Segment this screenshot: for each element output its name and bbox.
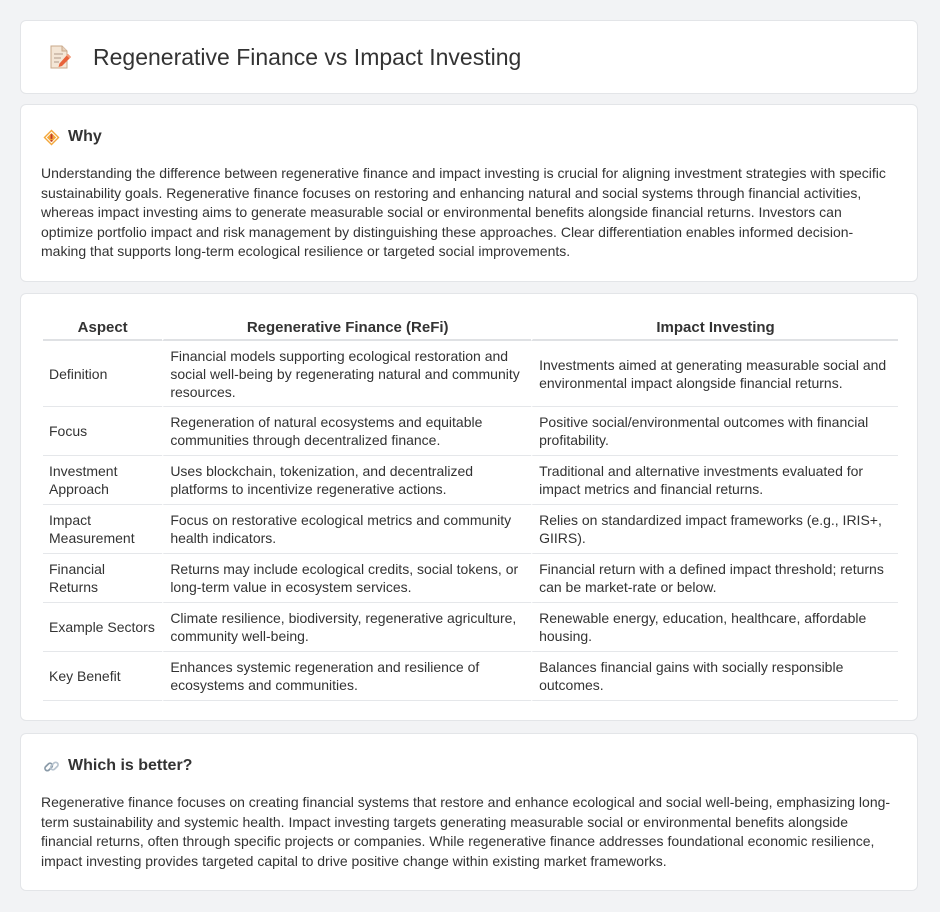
comparison-table	[43, 314, 898, 701]
row-aspect: Example Sectors	[43, 603, 162, 652]
column-header-refi: Regenerative Finance (ReFi)	[162, 314, 531, 341]
better-text: Regenerative finance focuses on creating financial systems that restore and enhance ecological and social well-being, emphasizing long-term sustainability and systemic health. Impact investing targets generating measurable social or environmental benefits alongside financial returns, often through specific projects or companies. While regenerative finance addresses foundational economic resilience, impact investing provides targeted capital to drive positive change within existing market frameworks.	[41, 794, 891, 869]
row-aspect: Key Benefit	[43, 652, 162, 701]
why-section	[20, 104, 918, 282]
page-title: Regenerative Finance vs Impact Investing	[93, 43, 522, 70]
document-pencil-icon	[47, 44, 73, 70]
row-refi: Enhances systemic regeneration and resilience of ecosystems and communities.	[162, 652, 531, 701]
row-refi: Uses blockchain, tokenization, and decentralized platforms to incentivize regenerative actions.	[162, 456, 531, 505]
row-impact: Renewable energy, education, healthcare, affordable housing.	[531, 603, 898, 652]
table-row	[43, 652, 898, 701]
why-text: Understanding the difference between regenerative finance and impact investing is crucial for aligning investment strategies with specific sustainability goals. Regenerative finance focuses on restoring and enhancing natural and social systems through financial activities, whereas impact investing aims to generate measurable social or environmental benefits alongside financial returns. Investors can optimize portfolio impact and risk management by distinguishing these approaches. Clear differentiation enables informed decision-making that supports long-term ecological resilience or targeted social improvements.	[41, 165, 886, 260]
row-impact: Relies on standardized impact frameworks (e.g., IRIS+, GIIRS).	[531, 505, 898, 554]
title-card	[20, 20, 918, 94]
row-aspect: Impact Measurement	[43, 505, 162, 554]
diamond-sign-icon	[43, 129, 60, 146]
row-impact: Traditional and alternative investments evaluated for impact metrics and financial returns.	[531, 456, 898, 505]
link-icon	[43, 758, 60, 775]
comparison-section	[20, 293, 918, 721]
table-header-row	[43, 314, 898, 341]
row-impact: Positive social/environmental outcomes with financial profitability.	[531, 407, 898, 456]
table-row	[43, 456, 898, 505]
table-row	[43, 505, 898, 554]
which-is-better-section	[20, 733, 918, 891]
column-header-aspect: Aspect	[43, 314, 162, 341]
why-heading: Why	[68, 128, 102, 145]
row-refi: Returns may include ecological credits, social tokens, or long-term value in ecosystem services.	[162, 554, 531, 603]
row-refi: Financial models supporting ecological restoration and social well-being by regenerating natural and community resources.	[162, 341, 531, 407]
row-aspect: Definition	[43, 341, 162, 407]
row-impact: Financial return with a defined impact threshold; returns can be market-rate or below.	[531, 554, 898, 603]
table-row	[43, 603, 898, 652]
table-row	[43, 341, 898, 407]
column-header-impact: Impact Investing	[531, 314, 898, 341]
table-row	[43, 554, 898, 603]
row-refi: Focus on restorative ecological metrics and community health indicators.	[162, 505, 531, 554]
row-aspect: Investment Approach	[43, 456, 162, 505]
row-aspect: Financial Returns	[43, 554, 162, 603]
row-aspect: Focus	[43, 407, 162, 456]
row-refi: Regeneration of natural ecosystems and equitable communities through decentralized finance.	[162, 407, 531, 456]
better-heading: Which is better?	[68, 757, 193, 774]
table-row	[43, 407, 898, 456]
row-impact: Balances financial gains with socially responsible outcomes.	[531, 652, 898, 701]
row-refi: Climate resilience, biodiversity, regenerative agriculture, community well-being.	[162, 603, 531, 652]
row-impact: Investments aimed at generating measurable social and environmental impact alongside financial returns.	[531, 341, 898, 407]
